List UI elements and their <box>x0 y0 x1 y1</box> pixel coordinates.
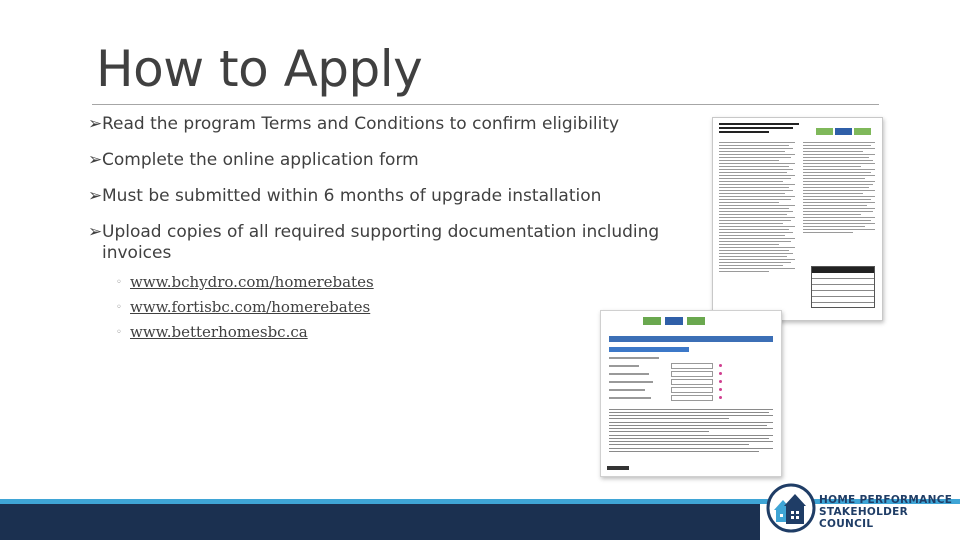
logo-line-2: STAKEHOLDER COUNCIL <box>819 506 909 530</box>
document-logos <box>816 122 876 134</box>
document-heading-lines <box>719 123 799 137</box>
arrow-bullet-icon: ➢ <box>88 150 103 170</box>
form-label <box>609 357 659 359</box>
ring-bullet-icon: ◦ <box>116 302 122 313</box>
form-paragraphs <box>609 409 773 454</box>
document-column-right <box>803 142 879 235</box>
bullet-item <box>88 186 668 207</box>
bchydro-link[interactable]: www.bchydro.com/homerebates <box>130 273 374 291</box>
bullet-item <box>88 114 668 135</box>
form-step-heading <box>609 347 689 352</box>
slide-title: How to Apply <box>96 40 423 98</box>
link-list <box>88 270 668 345</box>
form-footer-logo <box>607 466 629 470</box>
bullet-text: Complete the online application form <box>102 150 419 170</box>
application-form-image <box>600 310 782 477</box>
link-item <box>116 270 668 295</box>
form-header <box>601 311 781 333</box>
link-item <box>116 295 668 320</box>
arrow-bullet-icon: ➢ <box>88 114 103 134</box>
footer-bar <box>0 504 760 540</box>
document-column-left <box>719 142 795 274</box>
form-field <box>671 387 713 393</box>
form-field <box>671 371 713 377</box>
form-label <box>609 389 645 391</box>
terms-document-image <box>712 117 883 321</box>
ring-bullet-icon: ◦ <box>116 277 122 288</box>
fortisbc-link[interactable]: www.fortisbc.com/homerebates <box>130 298 371 316</box>
required-dot <box>719 396 722 399</box>
form-label <box>609 397 651 399</box>
required-dot <box>719 380 722 383</box>
bullet-text: Upload copies of all required supporting documentation including invoices <box>102 222 660 263</box>
ring-bullet-icon: ◦ <box>116 327 122 338</box>
form-label <box>609 381 653 383</box>
form-tabs <box>609 336 773 342</box>
betterhomesbc-link[interactable]: www.betterhomesbc.ca <box>130 323 308 341</box>
bullet-text: Read the program Terms and Conditions to confirm eligibility <box>102 114 620 134</box>
bullet-item <box>88 222 668 264</box>
required-dot <box>719 372 722 375</box>
link-item <box>116 320 668 345</box>
logo-text <box>819 494 956 530</box>
form-label <box>609 373 649 375</box>
bullet-item <box>88 150 668 171</box>
document-table <box>811 266 875 308</box>
form-label <box>609 365 639 367</box>
title-divider <box>92 104 879 105</box>
required-dot <box>719 364 722 367</box>
houses-logo-icon <box>766 480 816 536</box>
form-field <box>671 395 713 401</box>
form-field <box>671 363 713 369</box>
required-dot <box>719 388 722 391</box>
hpsc-logo <box>766 480 956 536</box>
logo-line-1: HOME PERFORMANCE <box>819 494 953 506</box>
form-field <box>671 379 713 385</box>
bullet-list <box>88 114 668 345</box>
arrow-bullet-icon: ➢ <box>88 186 103 206</box>
arrow-bullet-icon: ➢ <box>88 222 103 242</box>
bullet-text: Must be submitted within 6 months of upgrade installation <box>102 186 602 206</box>
